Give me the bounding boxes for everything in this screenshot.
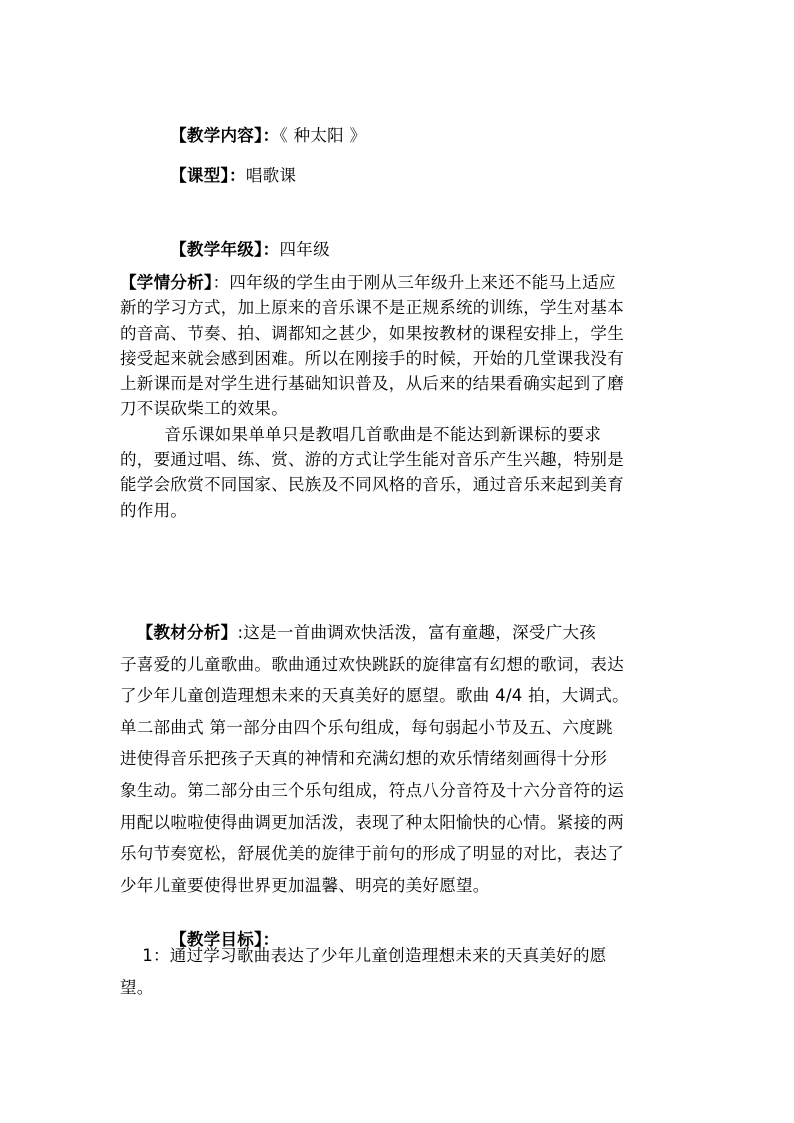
learner-analysis-text-1: ：四年级的学生由于刚从三年级升上来还不能马上适应 [212, 273, 616, 292]
material-analysis-line-5: 进使得音乐把孩子天真的神情和充满幻想的欢乐情绪刻画得十分形 [120, 749, 608, 769]
lesson-type-sep: ： [229, 166, 246, 185]
learner-analysis-line-5: 上新课而是对学生进行基础知识普及，从后来的结果看确实起到了磨 [120, 374, 624, 394]
material-analysis-line-7: 用配以啦啦使得曲调更加活泼，表现了种太阳愉快的心情。紧接的两 [120, 812, 624, 832]
teaching-content-label: 【教学内容】 [170, 126, 263, 145]
teaching-content [159, 106, 366, 146]
learner-analysis-line-2: 新的学习方式，加上原来的音乐课不是正规系统的训练，学生对基本 [120, 298, 624, 318]
learner-analysis-para2-line-2: 的，要通过唱、练、赏、游的方式让学生能对音乐产生兴趣，特别是 [120, 450, 624, 470]
lesson-type [159, 146, 296, 186]
learner-analysis-para2-line-3: 能学会欣赏不同国家、民族及不同风格的音乐，通过音乐来起到美育 [120, 475, 624, 495]
material-analysis-line-2: 子喜爱的儿童歌曲。歌曲通过欢快跳跃的旋律富有幻想的歌词，表达 [120, 654, 624, 674]
material-analysis-line-3: 了少年儿童创造理想未来的天真美好的愿望。歌曲 4/4 拍，大调式。 [120, 686, 629, 706]
teaching-grade-sep: ： [262, 240, 280, 259]
teaching-objectives-sep: ： [262, 930, 280, 949]
material-analysis-line-6: 象生动。第二部分由三个乐句组成，符点八分音符及十六分音符的运 [120, 780, 624, 800]
teaching-content-value: 《 种太阳 》 [279, 126, 367, 145]
learner-analysis-para2-line-1: 音乐课如果单单只是教唱几首歌曲是不能达到新课标的要求 [120, 424, 602, 444]
teaching-content-sep: ： [262, 126, 280, 145]
objective-1-line-2: 望。 [120, 977, 154, 997]
lesson-type-label: 【课型】 [170, 166, 230, 185]
material-analysis-line-8: 乐句节奏宽松，舒展优美的旋律于前句的形成了明显的对比，表达了 [120, 844, 624, 864]
material-analysis-line-9: 少年儿童要使得世界更加温馨、明亮的美好愿望。 [120, 875, 490, 895]
material-analysis-line-4: 单二部曲式 第一部分由四个乐句组成，每句弱起小节及五、六度跳 [120, 717, 613, 737]
learner-analysis-line-1 [120, 270, 624, 295]
learner-analysis-line-6: 刀不误砍柴工的效果。 [120, 399, 288, 419]
lesson-type-value: 唱歌课 [245, 166, 297, 185]
teaching-grade [159, 220, 330, 260]
objective-1-text-1: 1：通过学习歌曲表达了少年儿童创造理想未来的天真美好的愿 [142, 946, 607, 965]
teaching-grade-label: 【教学年级】 [170, 240, 263, 259]
learner-analysis-para2-line-4: 的作用。 [120, 500, 188, 520]
learner-analysis-section [120, 270, 624, 523]
material-analysis-label: 【教材分析】 [136, 623, 238, 642]
objective-1-line-1 [120, 940, 607, 972]
material-analysis-text-1: :这是一首曲调欢快活泼，富有童趣，深受广大孩 [237, 623, 597, 642]
objective-1 [120, 940, 607, 1003]
teaching-grade-value: 四年级 [279, 240, 330, 259]
material-analysis-line-1 [120, 617, 629, 649]
teaching-objectives-label: 【教学目标】 [170, 930, 263, 949]
material-analysis-section [120, 617, 629, 901]
learner-analysis-label: 【学情分析】 [120, 273, 213, 292]
learner-analysis-line-3: 的音高、节奏、拍、调都知之甚少，如果按教材的课程安排上，学生 [120, 323, 624, 343]
learner-analysis-line-4: 接受起来就会感到困难。所以在刚接手的时候，开始的几堂课我没有 [120, 348, 624, 368]
